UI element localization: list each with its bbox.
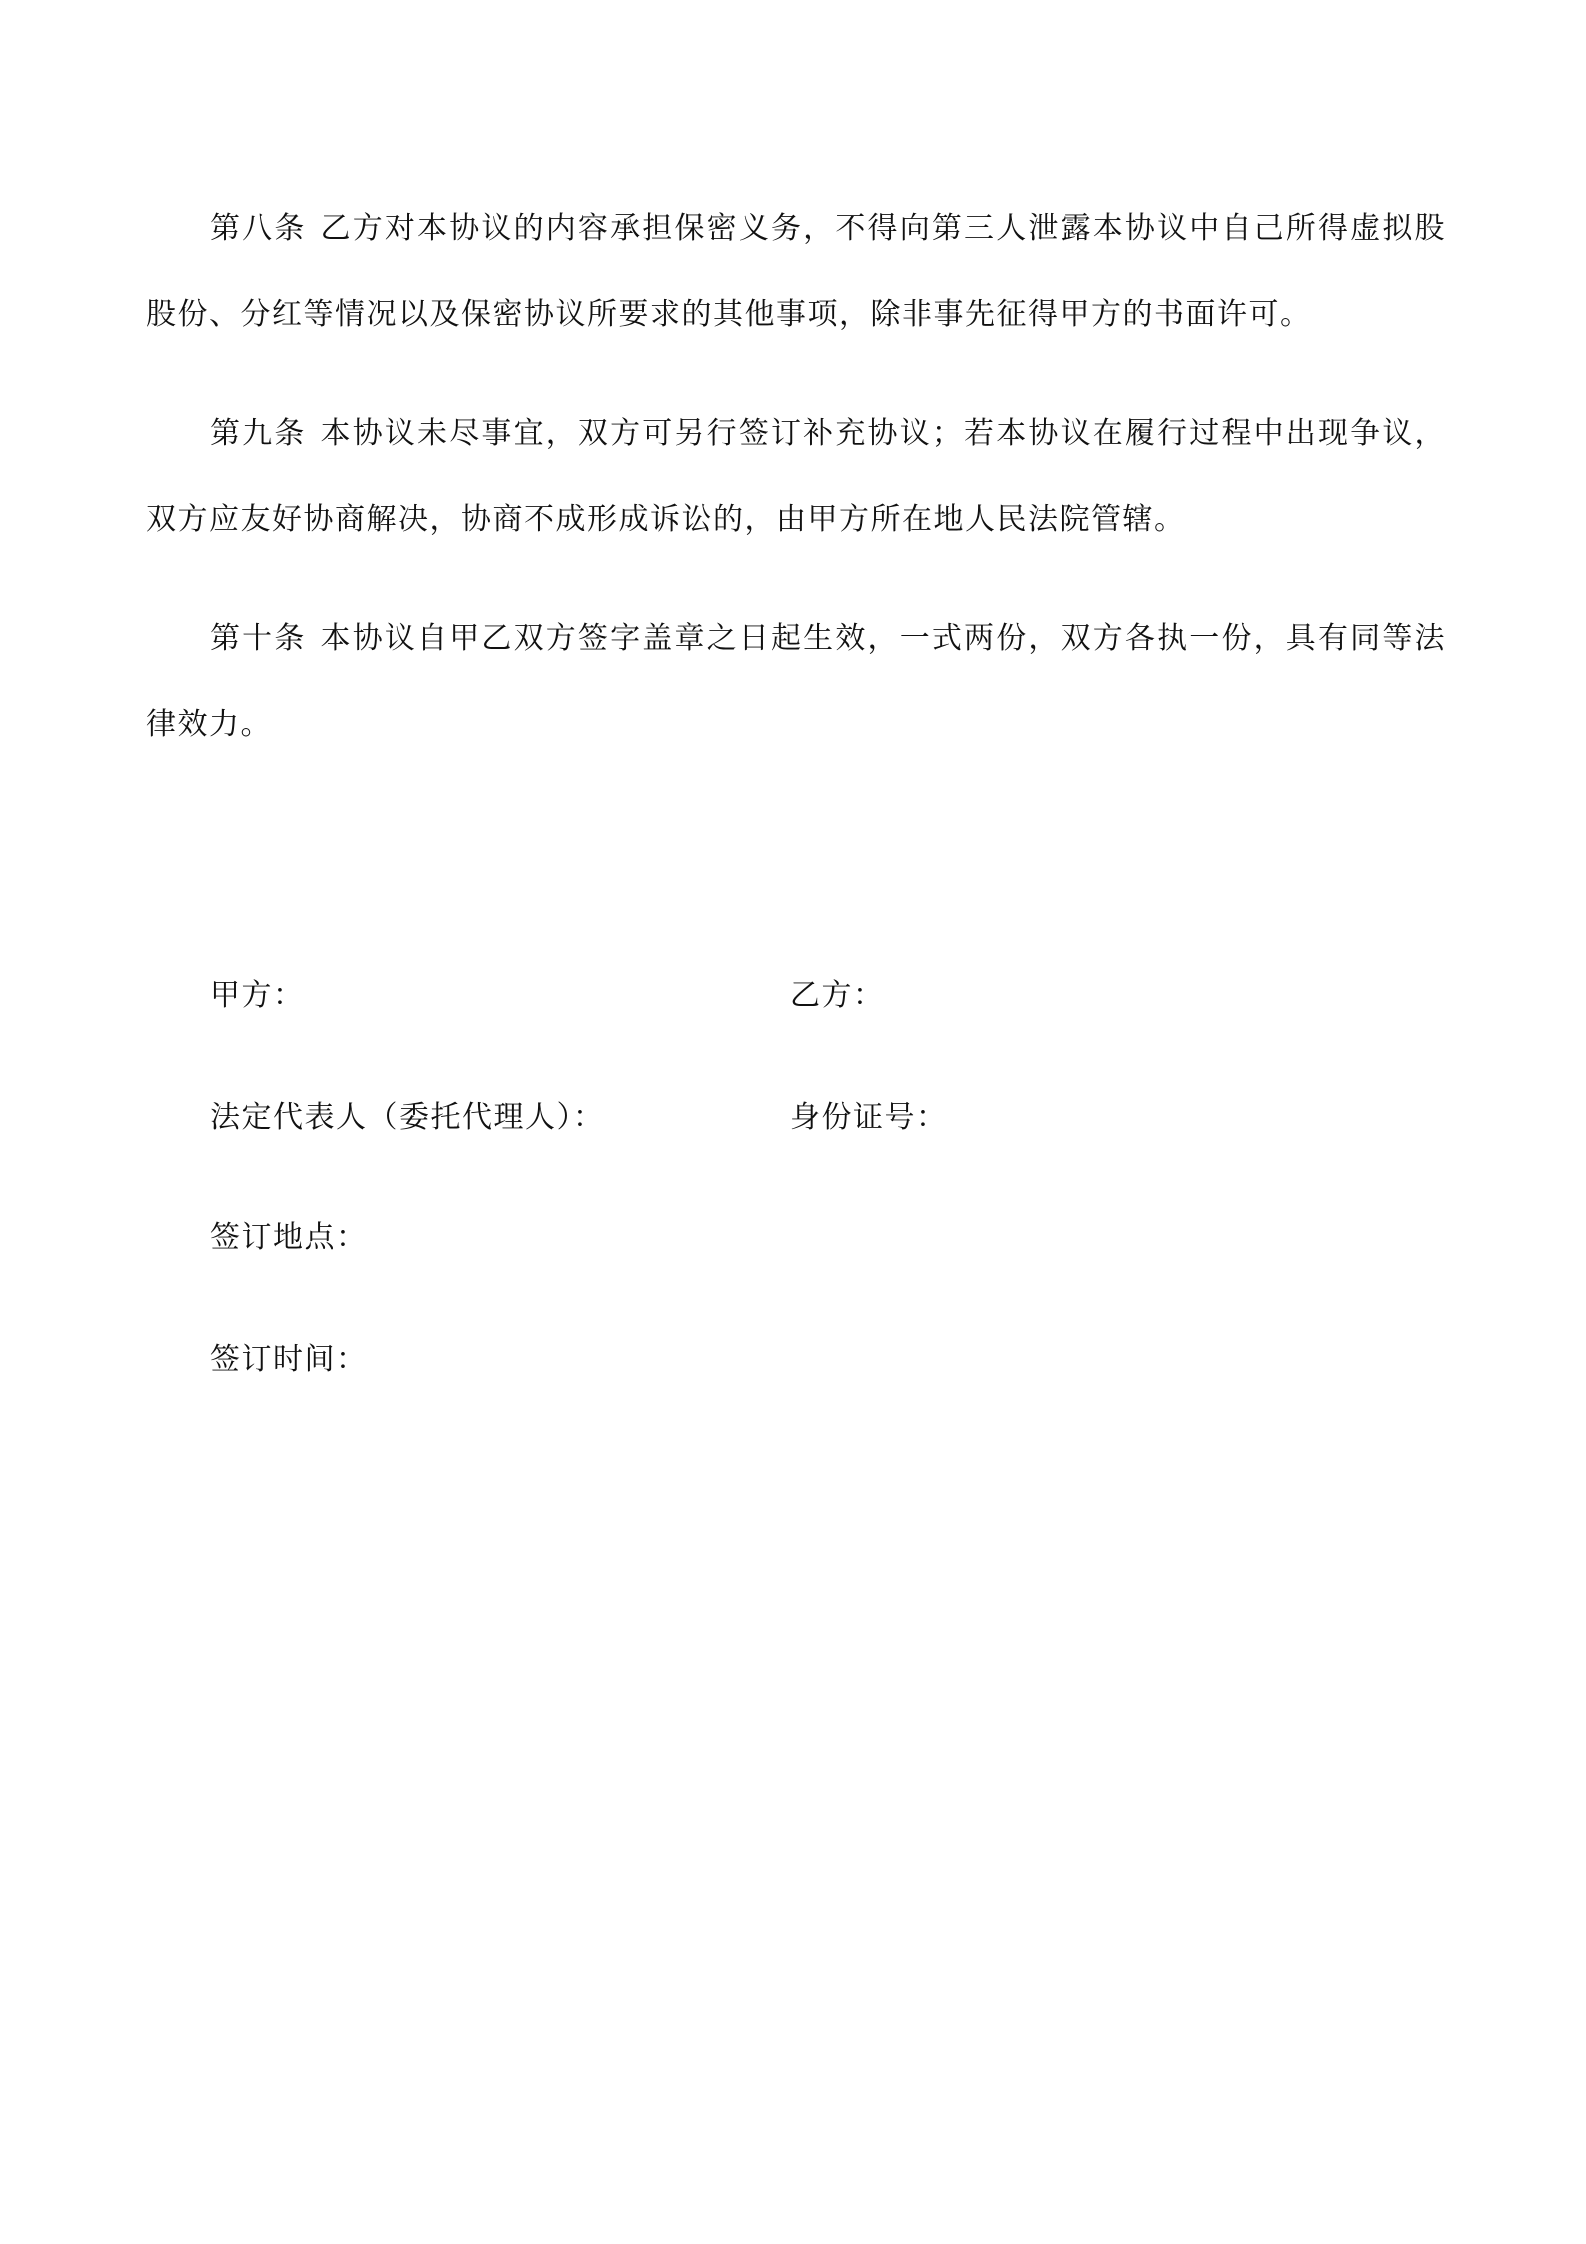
clause-8-text: 乙方对本协议的内容承担保密义务，不得向第三人泄露本协议中自己所得虚拟股股份、分红等情况以及保密协议所要求的其他事项，除非事先征得甲方的书面许可。 <box>146 211 1447 332</box>
legal-representative-label: 法定代表人（委托代理人）： <box>210 1100 605 1135</box>
party-a-label: 甲方： <box>210 978 305 1013</box>
clause-9-text: 本协议未尽事宜，双方可另行签订补充协议；若本协议在履行过程中出现争议，双方应友好协商解决，协商不成形成诉讼的，由甲方所在地人民法院管辖。 <box>146 416 1447 537</box>
clause-10 <box>146 596 1446 768</box>
clause-10-label: 第十条 <box>210 621 307 656</box>
party-b-label: 乙方： <box>790 978 885 1013</box>
sign-time-label: 签订时间： <box>210 1342 368 1377</box>
clause-8 <box>146 186 1446 358</box>
clause-9 <box>146 391 1446 563</box>
sign-place-label: 签订地点： <box>210 1220 368 1255</box>
clause-9-label: 第九条 <box>210 416 307 451</box>
clause-8-label: 第八条 <box>210 211 307 246</box>
clause-10-text: 本协议自甲乙双方签字盖章之日起生效，一式两份，双方各执一份，具有同等法律效力。 <box>146 621 1447 742</box>
id-number-label: 身份证号： <box>790 1100 948 1135</box>
